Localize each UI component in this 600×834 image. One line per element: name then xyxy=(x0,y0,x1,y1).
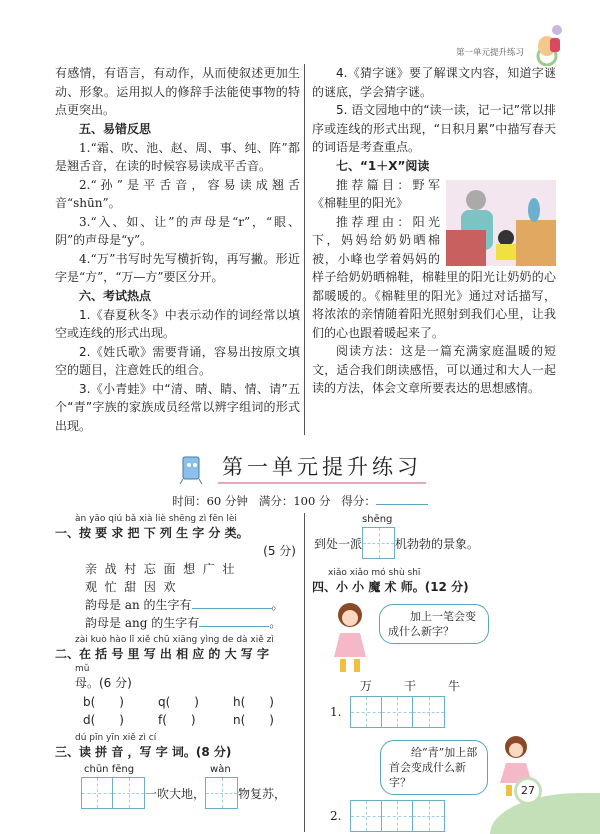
q4-pinyin: xiǎo xiǎo mó shù shī xyxy=(328,568,421,578)
q4-chars xyxy=(360,678,460,694)
period: 。 xyxy=(271,598,284,612)
answer-blank[interactable] xyxy=(192,597,272,609)
q4-hint-1 xyxy=(328,600,556,676)
q3-item-chunfeng xyxy=(81,763,145,809)
char-gan: 干 xyxy=(403,679,416,693)
recommend-reason-continued: 鞋里的阳光让奶奶的心都暖暖的。《棉鞋里的阳光》通过对话描写，将浓浓的亲情随着阳光照射到我们心里，让我们的心也跟着暖起来了。 xyxy=(312,270,556,340)
q3-pinyin: dú pīn yīn xiě zì cí xyxy=(75,733,157,743)
char-wan: 万 xyxy=(360,679,373,693)
exam-info xyxy=(0,493,600,509)
list-item: 1.《春夏秋冬》中表示动作的词经常以填空或连线的形式出现。 xyxy=(55,307,300,340)
q3-title: 三、读 拼 音 ，写 字 词。(8 分) xyxy=(55,745,232,759)
time-limit: 时间：60 分钟 xyxy=(172,494,248,508)
recommended-title: 推荐篇目：野军《棉鞋里的阳光》 xyxy=(312,177,440,210)
letter-answer-f[interactable]: f( ) xyxy=(158,713,196,727)
review-section xyxy=(55,64,557,435)
section-7-title: 七、“1＋X”阅读 xyxy=(336,158,430,173)
q2-title-2: 母。(6 分) xyxy=(75,676,132,690)
review-left-column xyxy=(55,64,305,435)
line-label: 韵母是 an 的生字有 xyxy=(85,598,192,612)
q4-title: 四、小 小 魔 术 师。(12 分) xyxy=(312,580,469,594)
reading-illustration xyxy=(446,180,556,266)
letter-answer-n[interactable]: n( ) xyxy=(233,713,274,727)
writing-grid-chunfeng[interactable] xyxy=(81,777,145,809)
answer-blank[interactable] xyxy=(199,615,269,627)
q3-text-2: 物复苏， xyxy=(238,787,287,801)
period: 。 xyxy=(269,616,282,630)
q3-row-2 xyxy=(312,513,556,559)
girl-illustration xyxy=(328,600,373,676)
letter-answer-d[interactable]: d( ) xyxy=(83,713,124,727)
full-score: 满分：100 分 xyxy=(258,494,331,508)
recommend-reason-start: 推荐理由：阳光下，妈妈给奶奶晒棉被，小峰也学着妈妈的样子给奶奶晒棉鞋，棉 xyxy=(312,214,440,284)
q3-row-1 xyxy=(55,763,300,809)
q1-title: 一、按 要 求 把 下 列 生 字 分 类。 xyxy=(55,526,249,540)
writing-grid-q4-2[interactable] xyxy=(350,800,445,832)
q3-pinyin-wan: wàn xyxy=(210,764,231,775)
q1-points: (5 分) xyxy=(263,544,296,558)
speech-bubble-2: 给“青”加上部首会变成什么新字？ xyxy=(380,740,488,795)
section-6-title: 六、考试热点 xyxy=(79,288,152,303)
exercise-left-column xyxy=(55,513,305,832)
q3-pinyin-chunfeng: chūn fēng xyxy=(84,764,135,775)
q3-pinyin-sheng: shēng xyxy=(362,514,393,525)
q2-pinyin: zài kuò hào lǐ xiě chū xiāng yìng de dà xiě zì xyxy=(75,635,274,645)
line-label: 韵母是 ang 的生字有 xyxy=(85,616,200,630)
list-item: 3.《小青蛙》中“清、晴、睛、情、请”五个“青”字族的家族成员经常以辨字组词的形式出现。 xyxy=(55,381,300,433)
q3-item-wan xyxy=(205,763,238,809)
review-intro: 有感情，有语言，有动作，从而使叙述更加生动、形象。运用拟人的修辞手法能使事物的特点更突出。 xyxy=(55,66,300,117)
q3-text-3b: 机勃勃的景象。 xyxy=(395,537,480,551)
reading-method: 阅读方法：这是一篇充满家庭温暖的短文，适合我们朗读感悟，可以通过和大人一起读的方法，体会文章所要表达的思想感情。 xyxy=(312,344,556,395)
exercise-title: 第一单元提升练习 xyxy=(218,451,426,484)
speech-bubble-1: 加上一笔会变成什么新字？ xyxy=(379,604,489,644)
list-item: 1.“霜、吹、池、赵、周、事、纯、阵”都是翘舌音，在读的时候容易读成平舌音。 xyxy=(55,140,300,173)
score-label: 得分： xyxy=(341,494,376,508)
section-5-title: 五、易错反思 xyxy=(79,121,152,136)
q3-item-sheng xyxy=(362,513,395,559)
q1-pinyin: àn yāo qiú bǎ xià liè shēng zì fēn lèi xyxy=(75,514,237,524)
book-mascot-icon xyxy=(174,449,208,485)
letter-answer-b[interactable]: b( ) xyxy=(83,695,124,709)
q1-line-an xyxy=(55,596,300,614)
list-item: 3.“入、如、让”的声母是“r”，“眼、阴”的声母是“y”。 xyxy=(55,214,300,247)
q1-chars-row-1: 亲 战 村 忘 面 想 广 壮 xyxy=(85,562,235,576)
score-input[interactable] xyxy=(376,493,428,505)
exercise-section xyxy=(55,513,557,832)
q1-line-ang xyxy=(55,614,300,632)
writing-grid-q4-1[interactable] xyxy=(350,696,445,728)
list-item: 4.“万”书写时先写横折钩，再写撇。形近字是“方”，“万—方”要区分开。 xyxy=(55,251,300,284)
q2-title: 二、在 括 号 里 写 出 相 应 的 大 写 字 xyxy=(55,647,269,661)
letter-answer-q[interactable]: q( ) xyxy=(158,695,199,709)
list-item: 5. 语文园地中的“读一读，记一记”常以排序或连线的形式出现，“日积月累”中描写春天的词语是考查重点。 xyxy=(312,103,556,154)
q1-chars-row-2: 观 忙 甜 因 欢 xyxy=(85,580,176,594)
q4-number-1: 1. xyxy=(330,705,342,719)
running-title: 第一单元提升练习 xyxy=(456,48,525,58)
page-number: 27 xyxy=(514,777,542,805)
char-niu: 牛 xyxy=(447,679,460,693)
q2-pinyin-2: mǔ xyxy=(75,664,90,674)
writing-grid-sheng[interactable] xyxy=(362,527,395,559)
letter-grid xyxy=(83,695,300,728)
letter-answer-h[interactable]: h( ) xyxy=(233,695,274,709)
exercise-title-banner xyxy=(0,449,600,485)
list-item: 2.《姓氏歌》需要背诵，容易出按原文填空的题目，注意姓氏的组合。 xyxy=(55,344,300,377)
q4-number-2: 2. xyxy=(330,809,342,823)
writing-grid-wan[interactable] xyxy=(205,777,238,809)
list-item: 4.《猜字谜》要了解课文内容，知道字谜的谜底，学会猜字谜。 xyxy=(312,66,556,99)
review-right-column xyxy=(305,64,556,435)
q3-text-1: 一吹大地， xyxy=(145,787,206,801)
list-item: 2.“孙”是平舌音，容易读成翘舌音“shūn”。 xyxy=(55,177,300,210)
q3-text-3a: 到处一派 xyxy=(314,537,363,551)
q4-row-1 xyxy=(312,696,556,728)
